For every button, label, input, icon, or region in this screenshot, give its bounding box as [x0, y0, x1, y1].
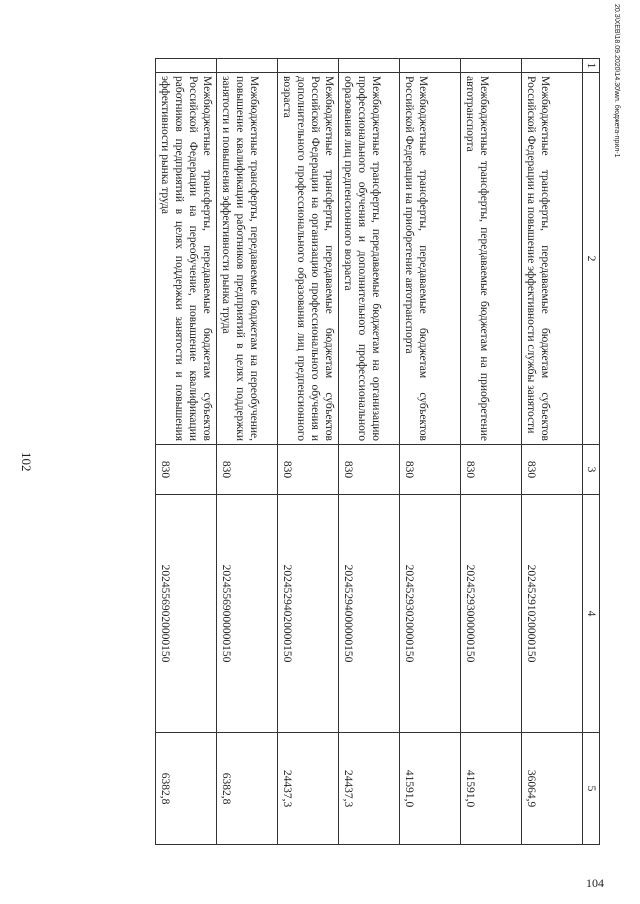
table-row	[522, 59, 583, 845]
cell-description: Межбюджетные трансферты, передаваемые бюджетам субъектов Российской Федерации на переобучение, повышение квалификации работников предприятий в целях поддержки занятости и повышения эффективности рынка труда	[156, 73, 217, 445]
table-row	[400, 59, 461, 845]
cell-admin-code: 830	[339, 445, 400, 495]
cell-col1	[156, 59, 217, 73]
cell-col1	[339, 59, 400, 73]
cell-admin-code: 830	[400, 445, 461, 495]
cell-col1	[278, 59, 339, 73]
table-row	[461, 59, 522, 845]
cell-amount: 6382,8	[217, 733, 278, 845]
cell-description: Межбюджетные трансферты, передаваемые бюджетам субъектов Российской Федерации на организацию профессионального обучения и дополнительного профессионального образования лиц предпенсионного возраста	[278, 73, 339, 445]
cell-kbk: 20245569000000150	[217, 495, 278, 733]
cell-amount: 6382,8	[156, 733, 217, 845]
cell-col1	[217, 59, 278, 73]
cell-amount: 41591,0	[461, 733, 522, 845]
cell-amount: 24437,3	[278, 733, 339, 845]
cell-kbk: 20245569020000150	[156, 495, 217, 733]
cell-amount: 41591,0	[400, 733, 461, 845]
cell-admin-code: 830	[522, 445, 583, 495]
cell-col1	[400, 59, 461, 73]
cell-kbk: 20245291020000150	[522, 495, 583, 733]
table-header-row	[583, 59, 600, 845]
budget-table	[155, 58, 600, 845]
table-row	[339, 59, 400, 845]
cell-admin-code: 830	[156, 445, 217, 495]
cell-amount: 36064,9	[522, 733, 583, 845]
cell-col1	[522, 59, 583, 73]
rotated-table-container	[100, 58, 600, 844]
header-col-1: 1	[583, 59, 600, 73]
cell-kbk: 20245294020000150	[278, 495, 339, 733]
header-col-4: 4	[583, 495, 600, 733]
cell-admin-code: 830	[217, 445, 278, 495]
cell-kbk: 20245293000000150	[461, 495, 522, 733]
cell-description: Межбюджетные трансферты, передаваемые бюджетам на приобретение автотранспорта	[461, 73, 522, 445]
cell-description: Межбюджетные трансферты, передаваемые бюджетам субъектов Российской Федерации на повышение эффективности службы занятости	[522, 73, 583, 445]
table-row	[156, 59, 217, 845]
page-number-top: 102	[19, 452, 34, 472]
cell-amount: 24437,3	[339, 733, 400, 845]
header-col-2: 2	[583, 73, 600, 445]
header-col-5: 5	[583, 733, 600, 845]
table-row	[217, 59, 278, 845]
cell-kbk: 20245294000000150	[339, 495, 400, 733]
cell-admin-code: 830	[278, 445, 339, 495]
header-col-3: 3	[583, 445, 600, 495]
cell-description: Межбюджетные трансферты, передаваемые бюджетам субъектов Российской Федерации на приобретение автотранспорта	[400, 73, 461, 445]
cell-kbk: 20245293020000150	[400, 495, 461, 733]
cell-admin-code: 830	[461, 445, 522, 495]
cell-description: Межбюджетные трансферты, передаваемые бюджетам на организацию профессионального обучения и дополнительного профессионального образования лиц предпенсионного возраста	[339, 73, 400, 445]
page-number-bottom: 104	[586, 876, 604, 890]
table-row	[278, 59, 339, 845]
cell-col1	[461, 59, 522, 73]
document-footer-code: 20.3\ХЕВ\18.09.2020\14.30\мл. бюджета-прил-1	[613, 4, 620, 158]
cell-description: Межбюджетные трансферты, передаваемые бюджетам на переобучение, повышение квалификации работников предприятий в целях поддержки занятости и повышения эффективности рынка труда	[217, 73, 278, 445]
